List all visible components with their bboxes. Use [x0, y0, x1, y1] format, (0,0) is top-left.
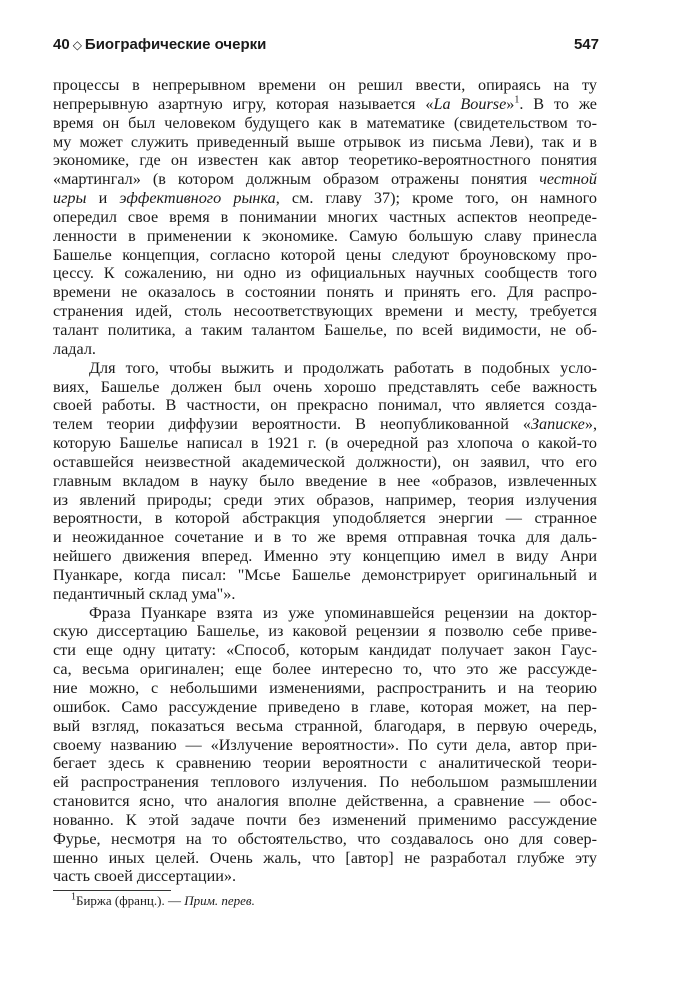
text-run: педантичный склад ума"».: [53, 584, 236, 603]
diamond-icon: ◇: [72, 38, 82, 52]
text-line: [53, 585, 597, 604]
text-run: своему названию — «Излучение вероятности». По сути дела, автор при-: [53, 735, 597, 754]
footnote-marker: 1: [71, 891, 76, 903]
text-run: виях, Башелье должен был очень хорошо представлять себе важность: [53, 377, 597, 396]
text-line: [53, 679, 597, 698]
text-line: [53, 114, 597, 133]
text-line: [53, 76, 597, 95]
text-line: [53, 509, 597, 528]
text-run: странения идей, столь несоответствующих времени и месту, требуется: [53, 302, 597, 321]
chapter-number: 40: [53, 36, 70, 53]
text-run: которую Башелье написал в 1921 г. (в очередной раз хлопоча о какой-то: [53, 434, 597, 453]
text-run: и неожиданное сочетание и в то же время отправная точка для даль-: [53, 528, 597, 547]
text-line: [53, 208, 597, 227]
italic-text: La Bourse: [433, 94, 507, 113]
text-line: [53, 792, 597, 811]
text-line: [53, 246, 597, 265]
text-run: вероятности, в которой абстракция уподобляется энергии — странное: [53, 509, 597, 528]
text-run: вый взгляд, показаться весьма странной, благодаря, в первую очередь,: [53, 716, 597, 735]
text-run: талант политика, а таким талантом Башелье, по всей видимости, не об-: [53, 320, 597, 339]
text-line: [53, 773, 597, 792]
text-line: [53, 867, 597, 886]
text-line: [53, 133, 597, 152]
text-line: [53, 170, 597, 189]
chapter-title: Биографические очерки: [84, 36, 267, 53]
text-line: [53, 302, 597, 321]
text-run: экономике, где он известен как автор теоретико-вероятностного понятия: [53, 151, 597, 170]
text-run: скую диссертацию Башелье, из каковой рецензии я позволю себе приве-: [53, 622, 597, 641]
text-run: бегает здесь к сравнению теории вероятности с аналитической теори-: [53, 754, 597, 773]
text-run: оставшейся неизвестной академической должности), он заявил, что его: [53, 452, 597, 471]
text-line: [53, 359, 597, 378]
text-line: [53, 811, 597, 830]
text-line: [53, 434, 597, 453]
text-line: [53, 151, 597, 170]
paragraph: [53, 359, 597, 604]
text-run: , см. главу 37); кроме того, он намного: [275, 189, 597, 208]
text-run: ошибок. Само рассуждение приведено в главе, которая может, на пер-: [53, 697, 597, 716]
text-run: своей работы. В частности, он прекрасно понимал, что является созда-: [53, 396, 597, 415]
text-run: ей распространения теплового излучения. По небольшом размышлении: [53, 773, 597, 792]
italic-text: эффективного рынка: [119, 189, 276, 208]
paragraph: [53, 76, 597, 359]
text-run: цессу. К сожалению, ни одно из официальных научных сообществ того: [53, 264, 597, 283]
text-run: и: [86, 189, 120, 208]
text-line: [53, 189, 597, 208]
text-line: [53, 849, 597, 868]
paragraph: [53, 604, 597, 887]
footnote-note: Прим. перев.: [184, 893, 255, 908]
chapter-heading: [53, 36, 266, 53]
text-run: ладал.: [53, 339, 96, 358]
text-run: «мартингал» (в котором должным образом отражены понятия: [53, 170, 540, 189]
text-line: [53, 321, 597, 340]
text-run: »,: [584, 415, 597, 434]
text-line: [53, 283, 597, 302]
text-line: [53, 528, 597, 547]
text-run: опередил свое время в понимании многих частных аспектов неопреде-: [53, 207, 597, 226]
text-line: [53, 641, 597, 660]
text-run: процессы в непрерывном времени он решил ввести, опираясь на ту: [53, 76, 597, 94]
text-run: Пуанкаре, когда писал: "Мсье Башелье демонстрирует оригинальный и: [53, 565, 597, 584]
text-line: [53, 491, 597, 510]
text-run: из явлений природы; среди этих образов, например, теория излучения: [53, 490, 597, 509]
text-run: ленности в применении к экономике. Самую большую славу принесла: [53, 226, 597, 245]
footnote: [71, 893, 255, 909]
text-run: шенно иных целей. Очень жаль, что [автор] не разработал глубже эту: [53, 848, 597, 867]
text-run: Башелье концепция, согласно которой цены следуют броуновскому про-: [53, 245, 597, 264]
text-run: Для того, чтобы выжить и продолжать работать в подобных усло-: [89, 358, 597, 377]
text-run: часть своей диссертации».: [53, 867, 237, 886]
text-run: нейшего движения вперед. Именно эту концепцию имел в виду Анри: [53, 547, 597, 566]
text-line: [53, 340, 597, 359]
text-line: [53, 453, 597, 472]
text-run: ние можно, с небольшими изменениями, распространить и на теорию: [53, 679, 597, 697]
text-run: главным вкладом в науку было введение в нее «образов, извлеченных: [53, 471, 597, 490]
text-line: [53, 547, 597, 566]
footnote-text: Биржа (франц.). —: [76, 893, 185, 908]
text-line: [53, 227, 597, 246]
italic-text: игры: [53, 189, 87, 208]
text-line: [53, 660, 597, 679]
text-line: [53, 378, 597, 397]
text-run: время он был человеком будущего как в математике (свидетельством то-: [53, 113, 597, 132]
page-number: 547: [573, 36, 599, 53]
text-line: [53, 472, 597, 491]
text-run: Фраза Пуанкаре взята из уже упоминавшейся рецензии на доктор-: [89, 603, 597, 622]
text-line: [53, 396, 597, 415]
footnote-ref: 1: [514, 94, 520, 106]
text-run: времени не оказалось в состоянии понять и принять его. Для распро-: [53, 283, 597, 302]
text-line: [53, 717, 597, 736]
text-line: [53, 830, 597, 849]
text-line: [53, 736, 597, 755]
text-line: [53, 622, 597, 641]
text-line: [53, 754, 597, 773]
text-run: »: [506, 94, 515, 113]
text-run: становится ясно, что аналогия вполне действенна, а сравнение — обос-: [53, 792, 597, 811]
body-text: [53, 76, 597, 886]
text-run: му может служить приведенный выше отрывок из письма Леви), так и в: [53, 132, 597, 151]
text-run: непрерывную азартную игру, которая называется «: [53, 94, 434, 113]
text-run: нованно. К этой задаче почти без изменений применимо рассуждение: [53, 810, 597, 829]
text-line: [53, 604, 597, 623]
text-line: [53, 95, 597, 114]
text-run: телем теории диффузии вероятности. В неопубликованной «: [53, 415, 532, 434]
text-line: [53, 566, 597, 585]
text-line: [53, 415, 597, 434]
text-run: . В то же: [519, 94, 597, 113]
text-run: са, весьма оригинален; еще более интересно то, что это же рассужде-: [53, 660, 597, 679]
text-run: Фурье, несмотря на то обстоятельство, что создавалось оно для совер-: [53, 829, 597, 848]
text-line: [53, 264, 597, 283]
italic-text: Записке: [531, 415, 585, 434]
running-header: [53, 36, 599, 53]
text-run: сти еще одну цитату: «Способ, которым кандидат получает закон Гаус-: [53, 641, 597, 660]
text-line: [53, 698, 597, 717]
italic-text: честной: [539, 170, 597, 189]
